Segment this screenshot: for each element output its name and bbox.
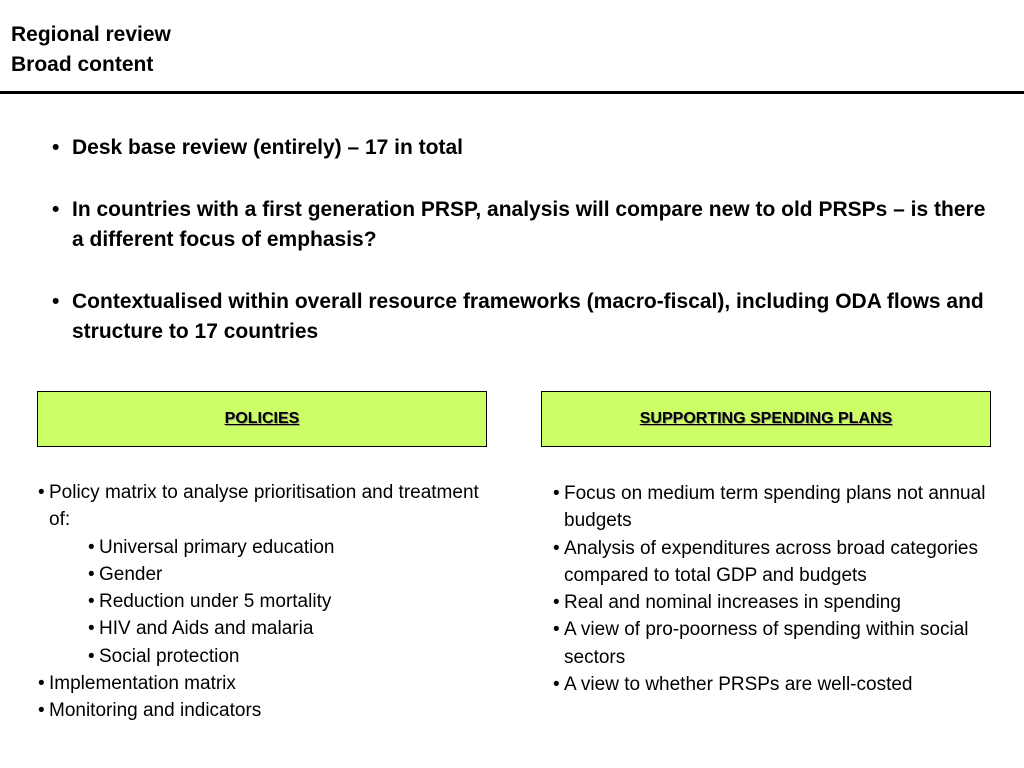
list-item-text: Monitoring and indicators bbox=[49, 700, 262, 722]
list-item-text: HIV and Aids and malaria bbox=[99, 618, 314, 640]
list-item bbox=[553, 589, 993, 616]
main-bullet-text: Contextualised within overall resource frameworks (macro-fiscal), including ODA flows and structure to 17 countries bbox=[72, 290, 984, 343]
main-bullet-item bbox=[52, 287, 1002, 347]
policies-box bbox=[37, 391, 487, 447]
list-item-text: Reduction under 5 mortality bbox=[99, 591, 332, 613]
list-item-text: Real and nominal increases in spending bbox=[564, 592, 901, 614]
main-bullet-item bbox=[52, 133, 1002, 163]
main-bullet-item bbox=[52, 195, 1002, 255]
sub-list-item bbox=[38, 615, 488, 642]
sub-list-item bbox=[38, 643, 488, 670]
list-item bbox=[38, 697, 488, 724]
list-item bbox=[38, 479, 488, 534]
bullet-icon: • bbox=[52, 198, 60, 221]
bullet-icon: • bbox=[553, 674, 560, 696]
sub-list-item bbox=[38, 561, 488, 588]
list-item-text: Universal primary education bbox=[99, 536, 335, 558]
sub-list-item bbox=[38, 588, 488, 615]
bullet-icon: • bbox=[38, 482, 45, 503]
spending-plans-box bbox=[541, 391, 991, 447]
main-bullet-list bbox=[52, 133, 1002, 379]
sub-list-item bbox=[38, 534, 488, 561]
list-item bbox=[553, 480, 993, 535]
list-item bbox=[553, 535, 993, 590]
list-item-text: A view of pro-poorness of spending within social sectors bbox=[564, 619, 969, 668]
list-item-text: Social protection bbox=[99, 645, 240, 667]
list-item-text: Analysis of expenditures across broad categories compared to total GDP and budgets bbox=[564, 537, 979, 586]
list-item bbox=[553, 616, 993, 671]
bullet-icon: • bbox=[88, 536, 95, 558]
list-item-text: Focus on medium term spending plans not annual budgets bbox=[564, 483, 986, 532]
list-item-text: Implementation matrix bbox=[49, 673, 236, 695]
bullet-icon: • bbox=[553, 619, 560, 641]
title-divider bbox=[0, 91, 1024, 94]
bullet-icon: • bbox=[553, 483, 560, 504]
list-item bbox=[38, 670, 488, 697]
list-item-text: A view to whether PRSPs are well-costed bbox=[564, 674, 913, 696]
bullet-icon: • bbox=[52, 290, 60, 313]
bullet-icon: • bbox=[88, 645, 95, 667]
bullet-icon: • bbox=[88, 591, 95, 613]
title-line-2: Broad content bbox=[11, 53, 154, 76]
spending-plans-list bbox=[553, 480, 993, 698]
bullet-icon: • bbox=[553, 537, 560, 559]
bullet-icon: • bbox=[88, 618, 95, 640]
list-item-text: Policy matrix to analyse prioritisation and treatment of: bbox=[49, 482, 479, 531]
main-bullet-text: Desk base review (entirely) – 17 in total bbox=[72, 136, 464, 159]
bullet-icon: • bbox=[553, 592, 560, 614]
slide-title bbox=[11, 20, 171, 80]
bullet-icon: • bbox=[38, 700, 45, 722]
main-bullet-text: In countries with a first generation PRSP, analysis will compare new to old PRSPs – is there a different focus of emphasis? bbox=[72, 198, 986, 251]
bullet-icon: • bbox=[88, 563, 95, 585]
title-line-1: Regional review bbox=[11, 23, 171, 46]
policies-box-label: POLICIES bbox=[224, 410, 300, 427]
list-item bbox=[553, 671, 993, 698]
spending-plans-box-label: SUPPORTING SPENDING PLANS bbox=[639, 410, 893, 427]
list-item-text: Gender bbox=[99, 563, 163, 585]
bullet-icon: • bbox=[52, 136, 60, 159]
policies-list bbox=[38, 479, 488, 725]
bullet-icon: • bbox=[38, 673, 45, 695]
